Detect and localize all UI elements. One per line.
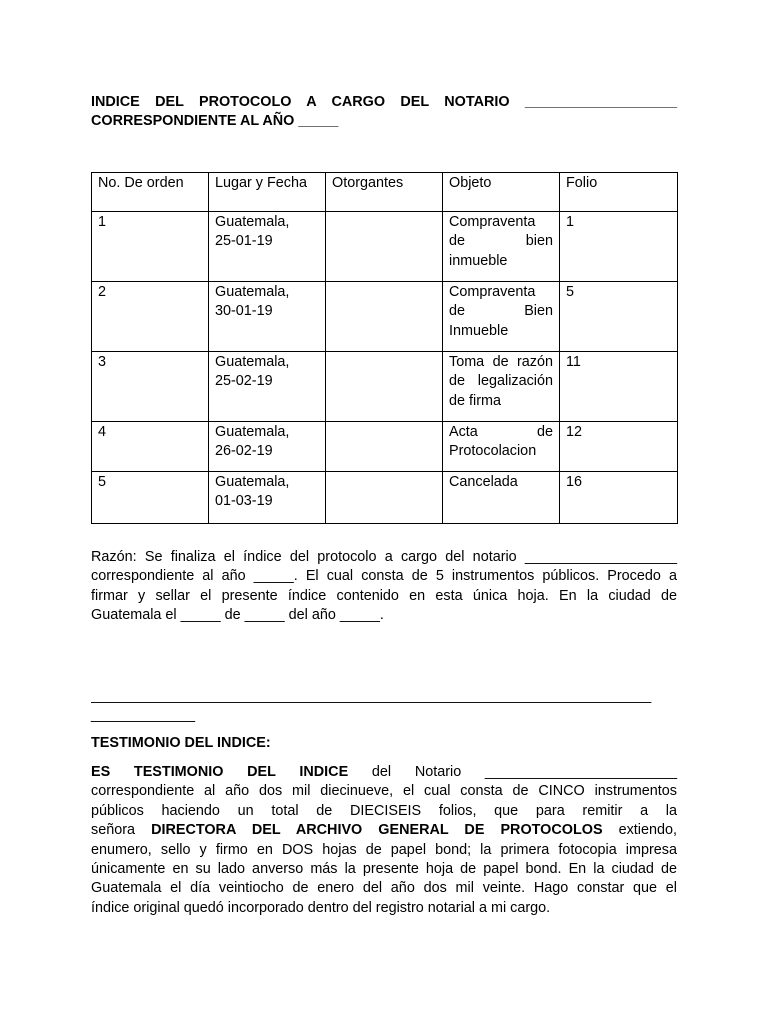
signature-line-1: ______________________________________________________________________	[91, 688, 652, 704]
table-row	[92, 352, 678, 422]
cell-lugar-fecha	[209, 212, 326, 282]
header-folio: Folio	[560, 173, 678, 212]
cell-lugar-fecha	[209, 422, 326, 472]
table-row	[92, 472, 678, 524]
cell-otorgantes	[326, 472, 443, 524]
cell-folio: 16	[560, 472, 678, 524]
title-line-1: INDICE DEL PROTOCOLO A CARGO DEL NOTARIO ___________________	[91, 94, 677, 110]
signature-line-2: _____________	[91, 707, 196, 724]
cell-folio: 5	[560, 282, 678, 352]
cell-lugar-fecha	[209, 282, 326, 352]
table-row	[92, 212, 678, 282]
testimonio-line: públicos haciendo un total de DIECISEIS folios, que para remitir a la	[91, 802, 677, 819]
razon-paragraph	[91, 548, 677, 626]
testimonio-directora: DIRECTORA DEL ARCHIVO GENERAL DE PROTOCOLOS	[151, 822, 603, 839]
cell-otorgantes	[326, 422, 443, 472]
cell-fecha: 30-01-19	[215, 303, 273, 320]
objeto-line: Protocolacion	[449, 443, 537, 460]
objeto-line: de bien	[449, 233, 553, 250]
document-page	[91, 93, 678, 916]
index-table	[91, 172, 678, 524]
testimonio-bold-start: ES TESTIMONIO DEL INDICE	[91, 764, 349, 780]
objeto-line: Acta de	[449, 424, 553, 440]
objeto-line: de Bien	[449, 303, 553, 320]
cell-lugar: Guatemala,	[215, 284, 290, 300]
testimonio-line-1-rest: del Notario ________________________	[371, 764, 678, 780]
testimonio-line-4-post: extiendo,	[618, 822, 677, 839]
testimonio-heading: TESTIMONIO DEL INDICE:	[91, 735, 271, 751]
header-lugar-fecha: Lugar y Fecha	[209, 173, 326, 212]
table-row	[92, 282, 678, 352]
razon-line: Guatemala el _____ de _____ del año _____.	[91, 607, 384, 624]
objeto-line: de legalización	[449, 373, 553, 390]
testimonio-line: Guatemala el día veintiocho de enero del año dos mil veinte. Hago constar que el	[91, 880, 677, 897]
cell-no: 4	[92, 422, 209, 472]
cell-folio: 1	[560, 212, 678, 282]
objeto-line: Compraventa	[449, 284, 536, 300]
cell-lugar: Guatemala,	[215, 214, 290, 230]
cell-folio: 11	[560, 352, 678, 422]
cell-fecha: 26-02-19	[215, 443, 273, 460]
cell-objeto	[443, 212, 560, 282]
testimonio-line	[91, 763, 677, 782]
objeto-line: de firma	[449, 392, 501, 409]
header-no-orden: No. De orden	[92, 173, 209, 212]
document-title	[91, 93, 677, 132]
cell-no: 5	[92, 472, 209, 524]
testimonio-line: únicamente en su lado anverso más la presente hoja de papel bond. En la ciudad de	[91, 861, 677, 878]
testimonio-paragraph	[91, 763, 677, 918]
razon-line: correspondiente al año _____. El cual consta de 5 instrumentos públicos. Procedo a	[91, 568, 677, 585]
cell-otorgantes	[326, 282, 443, 352]
objeto-line: Compraventa	[449, 214, 536, 230]
razon-line: Razón: Se finaliza el índice del protocolo a cargo del notario ___________________	[91, 549, 677, 565]
cell-otorgantes	[326, 212, 443, 282]
cell-fecha: 01-03-19	[215, 493, 273, 510]
cell-objeto	[443, 422, 560, 472]
testimonio-line-4-pre: señora	[91, 822, 136, 839]
header-otorgantes: Otorgantes	[326, 173, 443, 212]
testimonio-line: correspondiente al año dos mil diecinueve, el cual consta de CINCO instrumentos	[91, 783, 677, 800]
cell-otorgantes	[326, 352, 443, 422]
table-row	[92, 422, 678, 472]
objeto-line: Cancelada	[449, 474, 518, 490]
cell-folio: 12	[560, 422, 678, 472]
cell-no: 3	[92, 352, 209, 422]
cell-lugar: Guatemala,	[215, 424, 290, 440]
cell-lugar-fecha	[209, 352, 326, 422]
cell-fecha: 25-02-19	[215, 373, 273, 390]
objeto-line: Inmueble	[449, 322, 509, 339]
signature-line	[91, 687, 677, 726]
testimonio-line: enumero, sello y firmo en DOS hojas de papel bond; la primera fotocopia impresa	[91, 841, 677, 858]
cell-no: 1	[92, 212, 209, 282]
cell-objeto	[443, 282, 560, 352]
objeto-line: inmueble	[449, 252, 508, 269]
table-header-row	[92, 173, 678, 212]
testimonio-line	[91, 821, 677, 840]
cell-no: 2	[92, 282, 209, 352]
cell-lugar: Guatemala,	[215, 474, 290, 490]
cell-lugar: Guatemala,	[215, 354, 290, 370]
razon-line: firmar y sellar el presente índice contenido en esta única hoja. En la ciudad de	[91, 587, 677, 604]
title-line-2: CORRESPONDIENTE AL AÑO _____	[91, 113, 339, 130]
cell-objeto	[443, 472, 560, 524]
cell-lugar-fecha	[209, 472, 326, 524]
header-objeto: Objeto	[443, 173, 560, 212]
cell-objeto	[443, 352, 560, 422]
cell-fecha: 25-01-19	[215, 233, 273, 250]
objeto-line: Toma de razón	[449, 354, 553, 370]
testimonio-line: índice original quedó incorporado dentro del registro notarial a mi cargo.	[91, 899, 551, 916]
